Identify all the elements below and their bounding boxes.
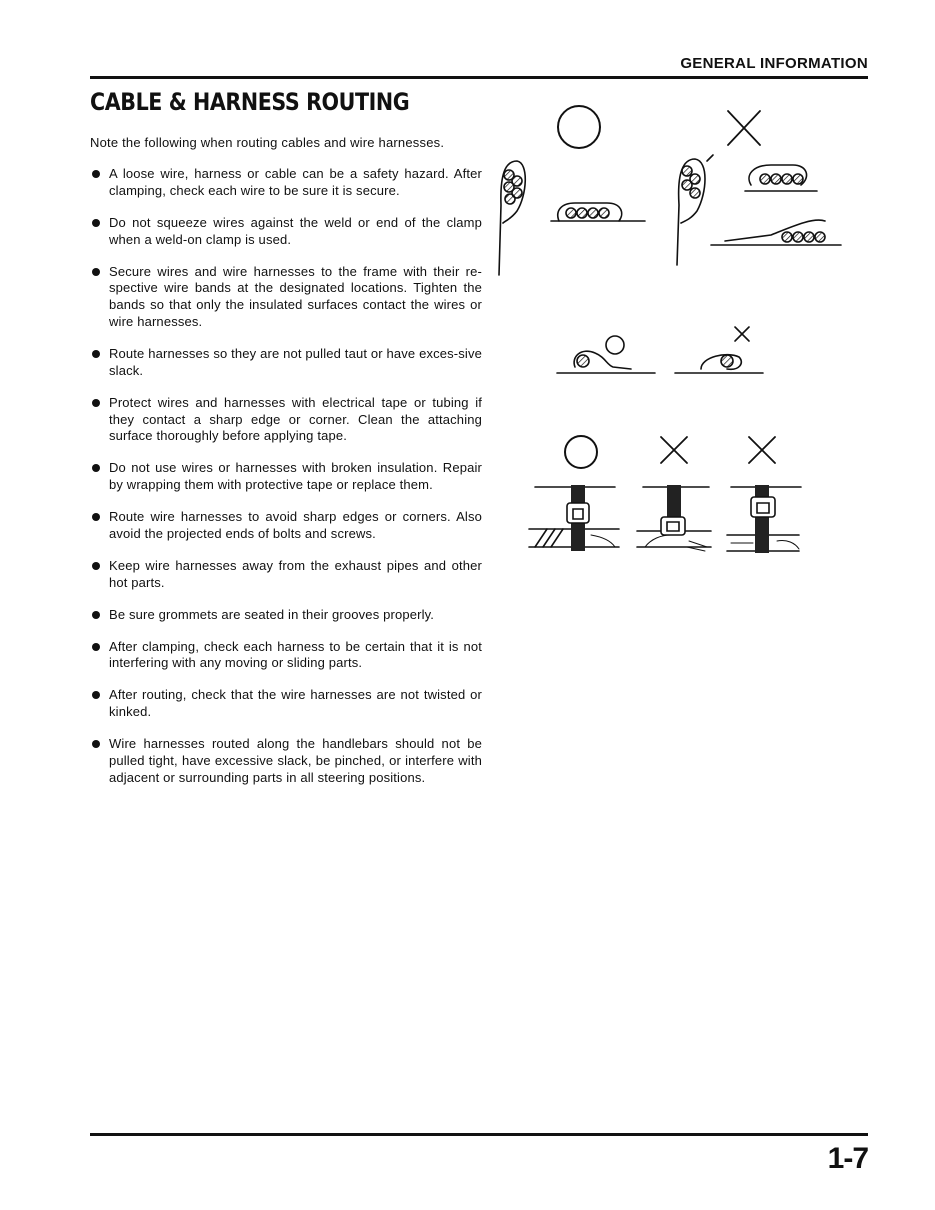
routing-notes-list [90, 166, 482, 802]
clamp-wrong-vertical [677, 155, 713, 265]
intro-text: Note the following when routing cables and wire harnesses. [90, 135, 445, 150]
clamp-wrong-horizontal-top [745, 165, 817, 191]
list-item: After clamping, check each harness to be certain that it is not interfering with any moving or sliding parts. [90, 639, 482, 673]
list-item: Protect wires and harnesses with electrical tape or tubing if they contact a sharp edge or corner. Clean the attaching surface thoroughly before applying tape. [90, 395, 482, 445]
list-item: Be sure grommets are seated in their grooves properly. [90, 607, 482, 624]
bullet-icon [92, 464, 100, 472]
bullet-icon [92, 219, 100, 227]
bullet-icon [92, 562, 100, 570]
wrong-x-icon [749, 437, 775, 463]
page-title: CABLE & HARNESS ROUTING [90, 88, 410, 116]
wrong-x-icon [661, 437, 687, 463]
routing-illustrations [495, 95, 855, 575]
bullet-icon [92, 643, 100, 651]
list-item: Wire harnesses routed along the handlebars should not be pulled tight, have excessive slack, be pinched, or interfere with adjacent or surrounding parts in all steering positions. [90, 736, 482, 786]
clamp-correct-vertical [499, 161, 525, 275]
bullet-icon [92, 740, 100, 748]
bullet-icon [92, 611, 100, 619]
cable-tie-wrong-1 [637, 485, 711, 551]
wrong-x-icon [728, 111, 760, 145]
wrong-x-icon [735, 327, 749, 341]
list-item: Do not squeeze wires against the weld or end of the clamp when a weld-on clamp is used. [90, 215, 482, 249]
cable-tie-wrong-2 [727, 485, 801, 553]
bullet-icon [92, 399, 100, 407]
header-rule [90, 76, 868, 79]
correct-circle-icon [558, 106, 600, 148]
bullet-icon [92, 170, 100, 178]
clamp-correct-horizontal [551, 203, 645, 221]
correct-circle-icon [606, 336, 624, 354]
list-item: After routing, check that the wire harnesses are not twisted or kinked. [90, 687, 482, 721]
list-item: A loose wire, harness or cable can be a safety hazard. After clamping, check each wire to be sure it is secure. [90, 166, 482, 200]
list-item: Route wire harnesses to avoid sharp edges or corners. Also avoid the projected ends of bolts and screws. [90, 509, 482, 543]
cable-tie-correct [529, 485, 619, 551]
list-item: Secure wires and wire harnesses to the frame with their re-spective wire bands at the designated locations. Tighten the bands so that only the insulated surfaces contact the wires or wire harnesses. [90, 264, 482, 331]
bullet-icon [92, 268, 100, 276]
bullet-icon [92, 350, 100, 358]
list-item: Keep wire harnesses away from the exhaust pipes and other hot parts. [90, 558, 482, 592]
band-loop-correct [557, 351, 655, 373]
clamp-wrong-horizontal-angled [711, 220, 841, 245]
list-item: Route harnesses so they are not pulled taut or have exces-sive slack. [90, 346, 482, 380]
bullet-icon [92, 513, 100, 521]
header-section-label: GENERAL INFORMATION [680, 55, 868, 72]
correct-circle-icon [565, 436, 597, 468]
bullet-icon [92, 691, 100, 699]
band-loop-wrong [675, 355, 763, 373]
list-item: Do not use wires or harnesses with broken insulation. Repair by wrapping them with protective tape or replace them. [90, 460, 482, 494]
footer-rule [90, 1133, 868, 1136]
page-number: 1-7 [827, 1142, 868, 1175]
